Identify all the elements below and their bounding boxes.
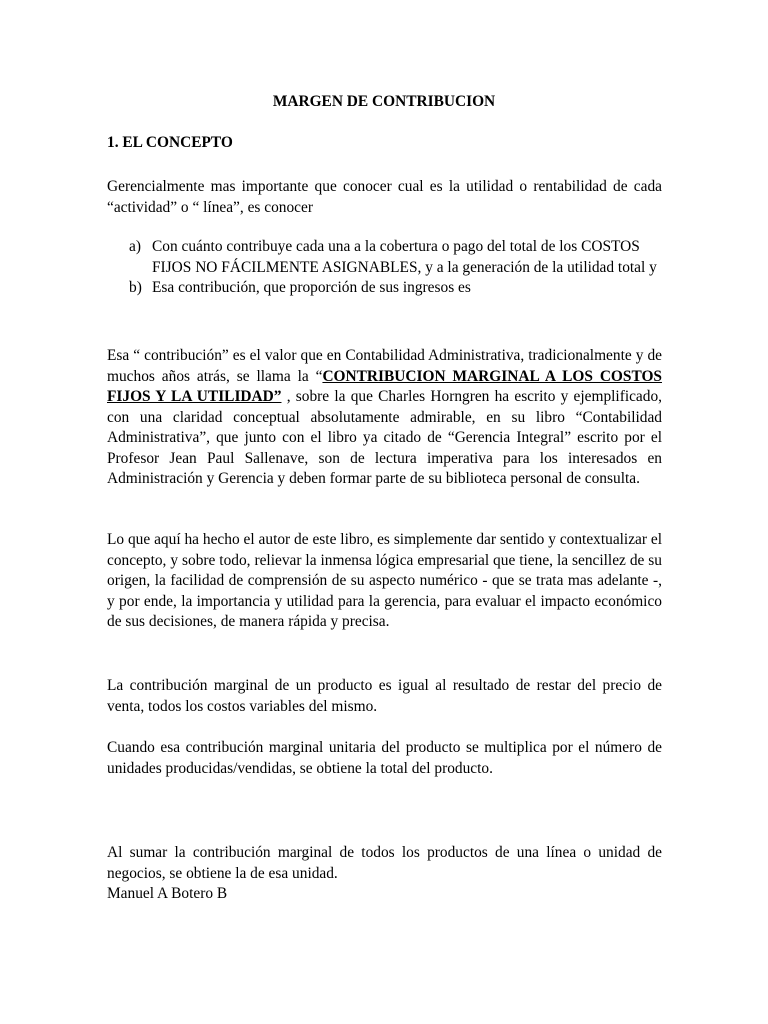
intro-paragraph: Gerencialmente mas importante que conocer cual es la utilidad o rentabilidad de cada “actividad” o “ línea”, es conocer <box>107 178 662 216</box>
contribution-text-before: Esa “ contribución” es el valor que en Contabilidad Administrativa, tradicionalmente y de muchos años atrás, se llama la “ <box>107 347 662 385</box>
list-item-text: Esa contribución, que proporción de sus ingresos es <box>152 279 471 296</box>
list-marker: a) <box>129 238 141 255</box>
contribution-paragraph <box>107 346 662 490</box>
contribution-emphasis: CONTRIBUCION MARGINAL A LOS COSTOS FIJOS Y LA UTILIDAD” <box>107 367 662 405</box>
list-item <box>129 237 662 278</box>
author-name: Manuel A Botero B <box>107 885 228 902</box>
list-item <box>129 278 662 299</box>
section-heading: 1. EL CONCEPTO <box>107 134 233 151</box>
line-contribution-paragraph <box>107 843 662 905</box>
document-title: MARGEN DE CONTRIBUCION <box>272 93 496 110</box>
definition-paragraph: La contribución marginal de un producto es igual al resultado de restar del precio de venta, todos los costos variables del mismo. <box>107 677 662 715</box>
list-marker: b) <box>129 279 142 296</box>
unit-contribution-paragraph: Cuando esa contribución marginal unitaria del producto se multiplica por el número de unidades producidas/vendidas, se obtiene la total del producto. <box>107 739 662 777</box>
concept-list <box>129 237 662 299</box>
list-item-text: Con cuánto contribuye cada una a la cobertura o pago del total de los COSTOS FIJOS NO FÁCILMENTE ASIGNABLES, y a la generación de la utilidad total y <box>152 238 657 276</box>
contribution-text-after: , sobre la que Charles Horngren ha escrito y ejemplificado, con una claridad conceptual absolutamente admirable, en su libro “Contabilidad Administrativa”, que junto con el libro ya citado de “Gerencia Integral” escrito por el Profesor Jean Paul Sallenave, son de lectura imperativa para los interesados en Administración y Gerencia y deben formar parte de su biblioteca personal de consulta. <box>107 388 663 487</box>
line-contribution-text: Al sumar la contribución marginal de todos los productos de una línea o unidad de negocios, se obtiene la de esa unidad. <box>107 844 662 882</box>
author-context-paragraph: Lo que aquí ha hecho el autor de este libro, es simplemente dar sentido y contextualizar el concepto, y sobre todo, relievar la inmensa lógica empresarial que tiene, la sencillez de su origen, la facilidad de comprensión de su aspecto numérico - que se trata mas adelante -, y por ende, la importancia y utilidad para la gerencia, para evaluar el impacto económico de sus decisiones, de manera rápida y precisa. <box>107 531 662 630</box>
